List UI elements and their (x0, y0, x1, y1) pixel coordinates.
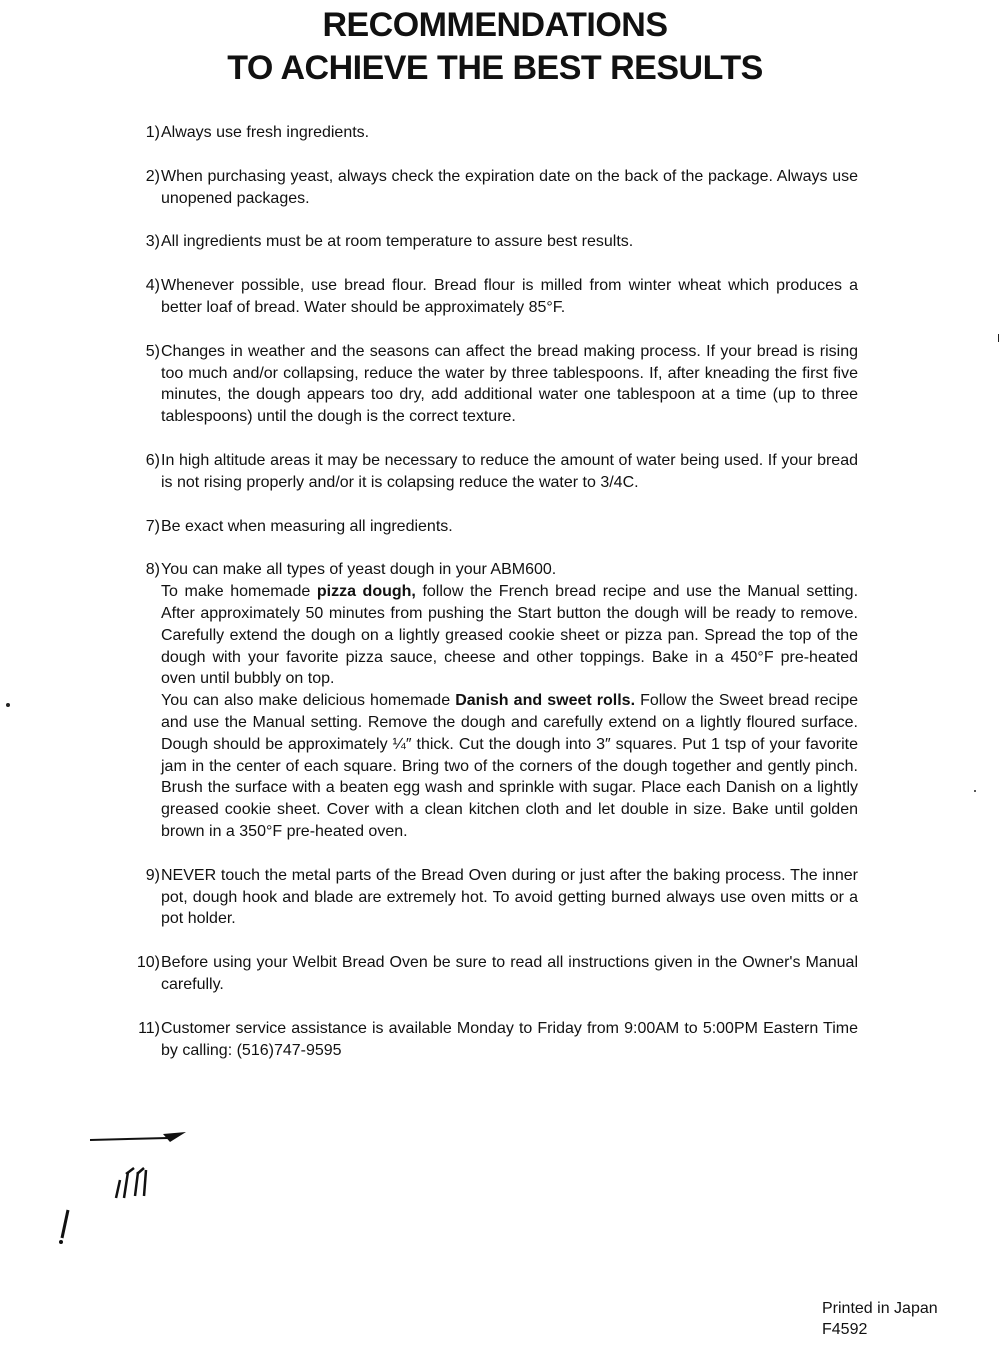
item-text: When purchasing yeast, always check the expiration date on the back of the package. Always use unopened packages. (161, 167, 858, 207)
item-text (160, 559, 858, 842)
list-item (120, 559, 858, 842)
page-speck (6, 703, 10, 707)
list-item (120, 952, 858, 996)
item-number: 5) (145, 342, 160, 360)
title-line-1: RECOMMENDATIONS (322, 6, 668, 44)
item-text: In high altitude areas it may be necessary to reduce the amount of water being used. If your bread is not rising properly and/or it is colapsing reduce the water to 3/4C. (161, 451, 858, 491)
list-item (120, 341, 858, 428)
danish-post: Follow the Sweet bread recipe and use the Manual setting. Remove the dough and carefully extend on a lightly floured surface. Dough should be approximately ¼″ thick. Cut the dough into 3″ squares. Put 1 tsp of your favorite jam in the center of each square. Bring two of the corners of the dough together and gently pinch. Brush the surface with a beaten egg wash and sprinkle with sugar. Place each Danish on a lightly greased cookie sheet. Cover with a clean kitchen cloth and let double in size. Bake until golden brown in a 350°F pre-heated oven. (161, 692, 859, 840)
title-line-2: TO ACHIEVE THE BEST RESULTS (227, 49, 763, 87)
list-item (120, 1018, 858, 1062)
danish-bold: Danish and sweet rolls. (455, 692, 636, 710)
list-item (120, 450, 858, 494)
item-text: Changes in weather and the seasons can affect the bread making process. If your bread is rising too much and/or collapsing, reduce the water by three tablespoons. If, after kneading the first five minutes, the dough appears too dry, add additional water one tablespoon at a time (up to three tablespoons) until the dough is the correct texture. (161, 342, 858, 426)
item-text: Be exact when measuring all ingredients. (161, 517, 453, 535)
page-title (0, 4, 990, 90)
item-number: 4) (145, 277, 160, 295)
item-number: 8) (145, 561, 160, 579)
item-text: NEVER touch the metal parts of the Bread Oven during or just after the baking process. The inner pot, dough hook and blade are extremely hot. To avoid getting burned always use oven mitts or a pot holder. (161, 866, 858, 928)
item-number: 9) (145, 866, 160, 884)
list-item (120, 516, 858, 538)
item-text: Always use fresh ingredients. (161, 124, 370, 141)
list-item (120, 865, 858, 930)
pizza-post: follow the French bread recipe and use the Manual setting. After approximately 50 minutes from pushing the Start button the dough will be ready to remove. Carefully extend the dough on a lightly greased cookie sheet or pizza pan. Spread the top of the dough with your favorite pizza sauce, cheese and other toppings. Bake in a 450°F pre-heated oven until bubbly on top. (161, 583, 859, 688)
item-text: Before using your Welbit Bread Oven be sure to read all instructions given in the Owner's Manual carefully. (161, 954, 858, 993)
page-speck (974, 790, 976, 792)
item-number: 11) (138, 1019, 160, 1037)
print-footer (822, 1298, 938, 1340)
pizza-pre: To make homemade (161, 583, 317, 601)
pizza-dough-bold: pizza dough, (316, 583, 416, 601)
item-number: 7) (145, 517, 160, 535)
document-code: F4592 (822, 1321, 868, 1338)
list-item (120, 166, 858, 210)
item-number: 10) (136, 954, 160, 972)
item-text: Whenever possible, use bread flour. Bread flour is milled from winter wheat which produces a better loaf of bread. Water should be approximately 85°F. (161, 277, 858, 316)
handwritten-mark (58, 1120, 238, 1260)
printed-in-japan: Printed in Japan (822, 1300, 938, 1317)
list-item (120, 275, 858, 319)
danish-paragraph (161, 690, 858, 843)
item-number: 3) (145, 233, 160, 251)
danish-pre: You can also make delicious homemade (161, 692, 456, 710)
list-item (120, 122, 858, 144)
recommendations-list (120, 122, 858, 1083)
item-number: 6) (145, 451, 160, 469)
pizza-dough-paragraph (161, 581, 858, 690)
item-number: 1) (145, 124, 160, 141)
item-number: 2) (145, 167, 160, 185)
item-text: Customer service assistance is available Monday to Friday from 9:00AM to 5:00PM Eastern Time by calling: (516)747-9595 (161, 1019, 858, 1059)
item-8-intro: You can make all types of yeast dough in your ABM600. (161, 561, 557, 579)
list-item (120, 231, 858, 253)
item-text: All ingredients must be at room temperature to assure best results. (161, 233, 634, 251)
